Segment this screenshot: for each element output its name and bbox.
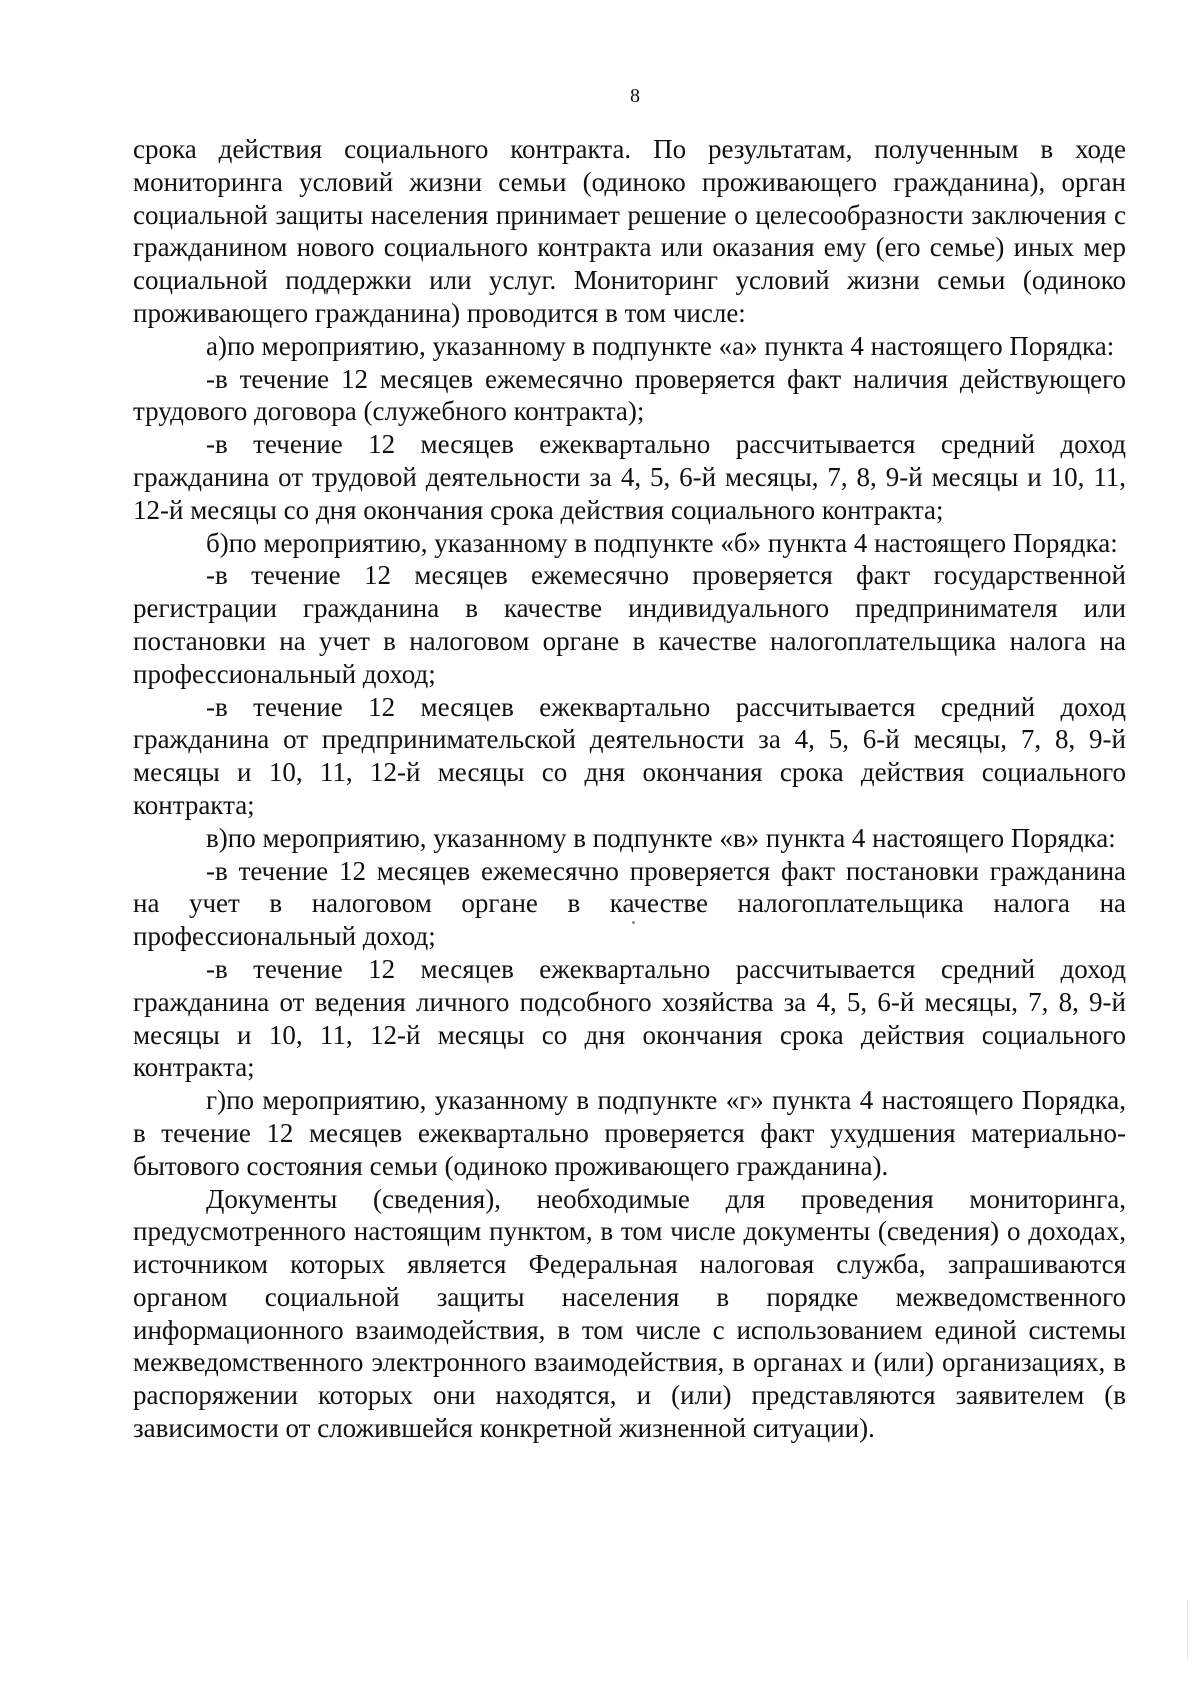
paragraph-item-v: в)по мероприятию, указанному в подпункте «в» пункта 4 настоящего Порядка: [206,822,1116,853]
scan-edge-mark [1187,1600,1189,1660]
page-number: 8 [630,85,640,107]
paragraph-item-b: б)по мероприятию, указанному в подпункте «б» пункта 4 настоящего Порядка: [206,527,1118,558]
document-body [133,133,1126,1445]
paragraph-item-v-monthly: -в течение 12 месяцев ежемесячно проверяется факт постановки гражданина на учет в налоговом органе в качестве налогоплательщика налога на профессиональный доход; [133,855,1126,952]
paragraph-continuation: срока действия социального контракта. По результатам, полученным в ходе мониторинга условий жизни семьи (одиноко проживающего гражданина), орган социальной защиты населения принимает решение о целесообразности заключения с гражданином нового социального контракта или оказания ему (его семье) иных мер социальной поддержки или услуг. Мониторинг условий жизни семьи (одиноко проживающего гражданина) проводится в том числе: [133,134,1126,328]
paragraph-item-a: а)по мероприятию, указанному в подпункте «а» пункта 4 настоящего Порядка: [206,330,1115,361]
paragraph-item-a-quarterly: -в течение 12 месяцев ежеквартально рассчитывается средний доход гражданина от трудовой деятельности за 4, 5, 6-й месяцы, 7, 8, 9-й месяцы и 10, 11, 12-й месяцы со дня окончания срока действия социального контракта; [133,429,1126,525]
paragraph-item-a-monthly: -в течение 12 месяцев ежемесячно проверяется факт наличия действующего трудового договора (служебного контракта); [133,363,1126,427]
paragraph-item-b-quarterly: -в течение 12 месяцев ежеквартально рассчитывается средний доход гражданина от предпринимательской деятельности за 4, 5, 6-й месяцы, 7, 8, 9-й месяцы и 10, 11, 12-й месяцы со дня окончания срока действия социального контракта; [133,691,1126,820]
paragraph-item-g: г)по мероприятию, указанному в подпункте «г» пункта 4 настоящего Порядка, в течение 12 месяцев ежеквартально проверяется факт ухудшения материально-бытового состояния семьи (одиноко проживающего гражданина). [133,1085,1126,1181]
paragraph-item-b-monthly: -в течение 12 месяцев ежемесячно проверяется факт государственной регистрации гражданина в качестве индивидуального предпринимателя или постановки на учет в налоговом органе в качестве налогоплательщика налога на профессиональный доход; [133,560,1126,689]
paragraph-documents: Документы (сведения), необходимые для проведения мониторинга, предусмотренного настоящим пунктом, в том числе документы (сведения) о доходах, источником которых является Федеральная налоговая служба, запрашиваются органом социальной защиты населения в порядке межведомственного информационного взаимодействия, в том числе с использованием единой системы межведомственного электронного взаимодействия, в органах и (или) организациях, в распоряжении которых они находятся, и (или) представляются заявителем (в зависимости от сложившейся конкретной жизненной ситуации). [133,1183,1126,1444]
paragraph-item-v-quarterly: -в течение 12 месяцев ежеквартально рассчитывается средний доход гражданина от ведения личного подсобного хозяйства за 4, 5, 6-й месяцы, 7, 8, 9-й месяцы и 10, 11, 12-й месяцы со дня окончания срока действия социального контракта; [133,953,1126,1083]
scan-speck [632,921,635,924]
